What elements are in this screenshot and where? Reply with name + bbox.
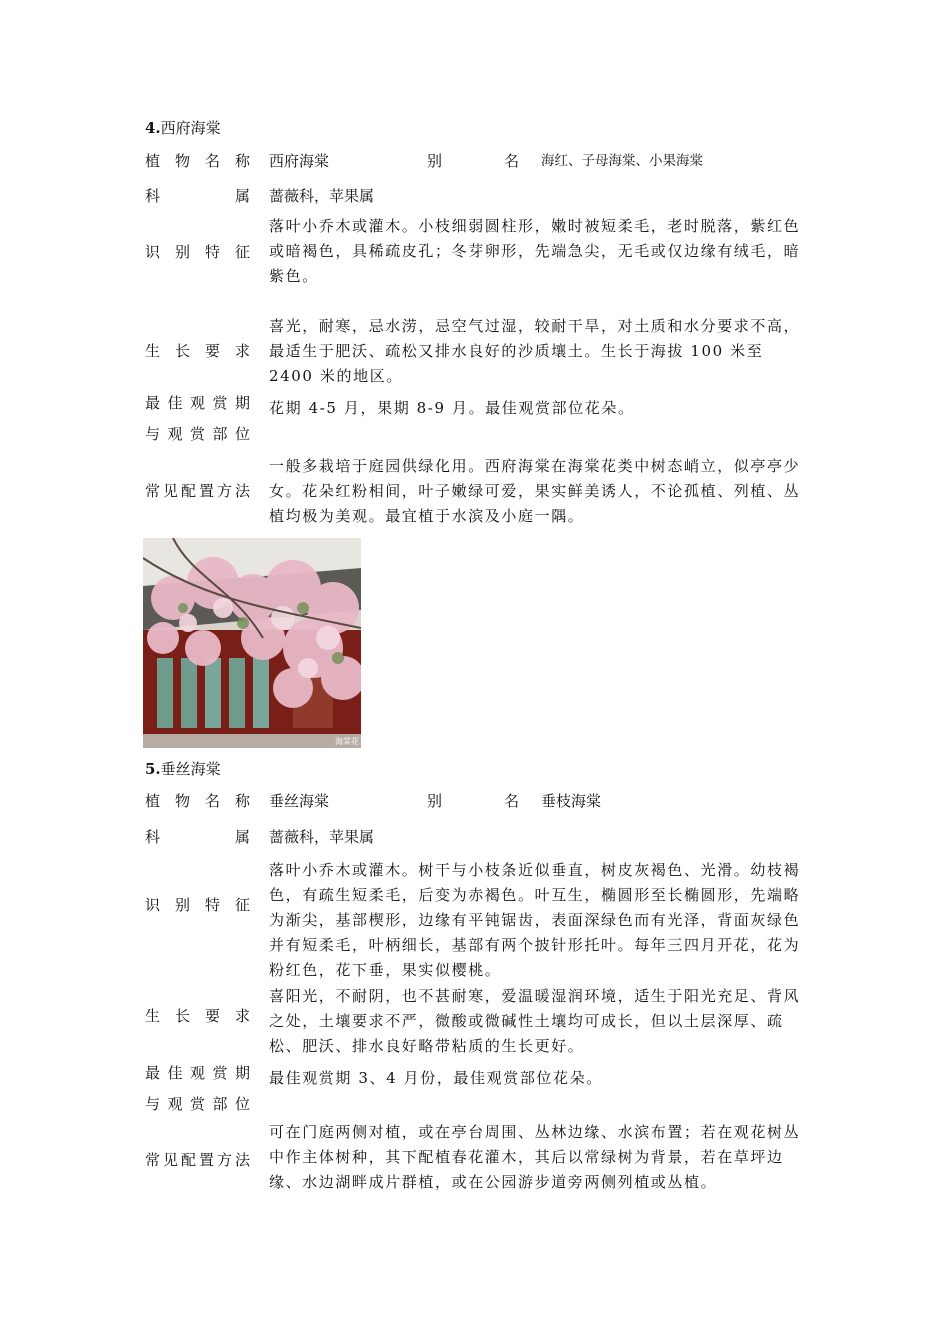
family-label: 科属 <box>145 187 250 205</box>
section-number: 4. <box>145 119 161 137</box>
ident-row <box>145 858 813 984</box>
alias-label: 别名 <box>427 152 519 170</box>
config-row <box>145 454 813 534</box>
section-number: 5. <box>145 760 161 778</box>
alias-label: 别名 <box>427 792 519 810</box>
config-label: 常见配置方法 <box>145 482 250 500</box>
config-value: 可在门庭两侧对植，或在亭台周围、丛林边缘、水滨布置；若在观花树丛中作主体树种，其下配植春花灌木，其后以常绿树为背景，若在草坪边缘、水边湖畔成片群植，或在公园游步道旁两侧列植或丛植。 <box>269 1123 801 1191</box>
name-value: 垂丝海棠 <box>269 792 330 810</box>
family-value: 蔷薇科，苹果属 <box>269 187 375 205</box>
photo-watermark: 海棠花 <box>335 737 359 746</box>
section-4-heading <box>145 118 221 138</box>
view-label-1: 最佳观赏期 <box>145 394 250 412</box>
ident-value: 落叶小乔木或灌木。小枝细弱圆柱形，嫩时被短柔毛，老时脱落，紫红色或暗褐色，具稀疏皮孔；冬芽卵形，先端急尖，无毛或仅边缘有绒毛，暗紫色。 <box>269 217 801 285</box>
section-5-heading <box>145 759 221 779</box>
view-label-2: 与观赏部位 <box>145 1095 250 1113</box>
alias-value: 垂枝海棠 <box>541 792 602 810</box>
view-row <box>145 1060 813 1120</box>
alias-value: 海红、子母海棠、小果海棠 <box>541 153 703 169</box>
crabapple-photo <box>143 538 361 748</box>
config-row <box>145 1120 813 1200</box>
section-5-table <box>145 786 813 1200</box>
ident-label: 识别特征 <box>145 896 250 914</box>
ident-value: 落叶小乔木或灌木。树干与小枝条近似垂直，树皮灰褐色、光滑。幼枝褐色，有疏生短柔毛，后变为赤褐色。叶互生，椭圆形至长椭圆形，先端略为渐尖，基部楔形，边缘有平钝锯齿，表面深绿色而有光泽，背面灰绿色并有短柔毛，叶柄细长，基部有两个披针形托叶。每年三四月开花，花为粉红色，花下垂，果实似樱桃。 <box>269 861 801 979</box>
name-label: 植物名称 <box>145 792 250 810</box>
ident-row <box>145 214 813 314</box>
name-label: 植物名称 <box>145 152 250 170</box>
growth-label: 生长要求 <box>145 1007 250 1025</box>
growth-value: 喜光，耐寒，忌水涝，忌空气过湿，较耐干旱，对土质和水分要求不高，最适生于肥沃、疏松又排水良好的沙质壤土。生长于海拔 100 米至 2400 米的地区。 <box>269 317 801 385</box>
section-title: 西府海棠 <box>160 119 221 137</box>
growth-value: 喜阳光，不耐阴，也不甚耐寒，爱温暖湿润环境，适生于阳光充足、背风之处，土壤要求不严，微酸或微碱性土壤均可成长，但以土层深厚、疏松、肥沃、排水良好略带粘质的生长更好。 <box>269 987 801 1055</box>
name-row <box>145 146 813 181</box>
view-value: 最佳观赏期 3、4 月份，最佳观赏部位花朵。 <box>269 1069 603 1087</box>
config-label: 常见配置方法 <box>145 1151 250 1169</box>
section-title: 垂丝海棠 <box>160 760 221 778</box>
growth-label: 生长要求 <box>145 342 250 360</box>
config-value: 一般多栽培于庭园供绿化用。西府海棠在海棠花类中树态峭立，似亭亭少女。花朵红粉相间，叶子嫩绿可爱，果实鲜美诱人，不论孤植、列植、丛植均极为美观。最宜植于水滨及小庭一隅。 <box>269 457 801 525</box>
growth-row <box>145 314 813 396</box>
view-label-2: 与观赏部位 <box>145 425 250 443</box>
view-value: 花期 4-5 月，果期 8-9 月。最佳观赏部位花朵。 <box>269 399 635 417</box>
view-row <box>145 396 813 454</box>
family-value: 蔷薇科，苹果属 <box>269 828 375 846</box>
growth-row <box>145 984 813 1060</box>
family-label: 科属 <box>145 828 250 846</box>
view-label-1: 最佳观赏期 <box>145 1064 250 1082</box>
family-row <box>145 181 813 214</box>
family-row <box>145 822 813 858</box>
section-4-table <box>145 146 813 534</box>
name-value: 西府海棠 <box>269 152 330 170</box>
name-row <box>145 786 813 822</box>
ident-label: 识别特征 <box>145 243 250 261</box>
